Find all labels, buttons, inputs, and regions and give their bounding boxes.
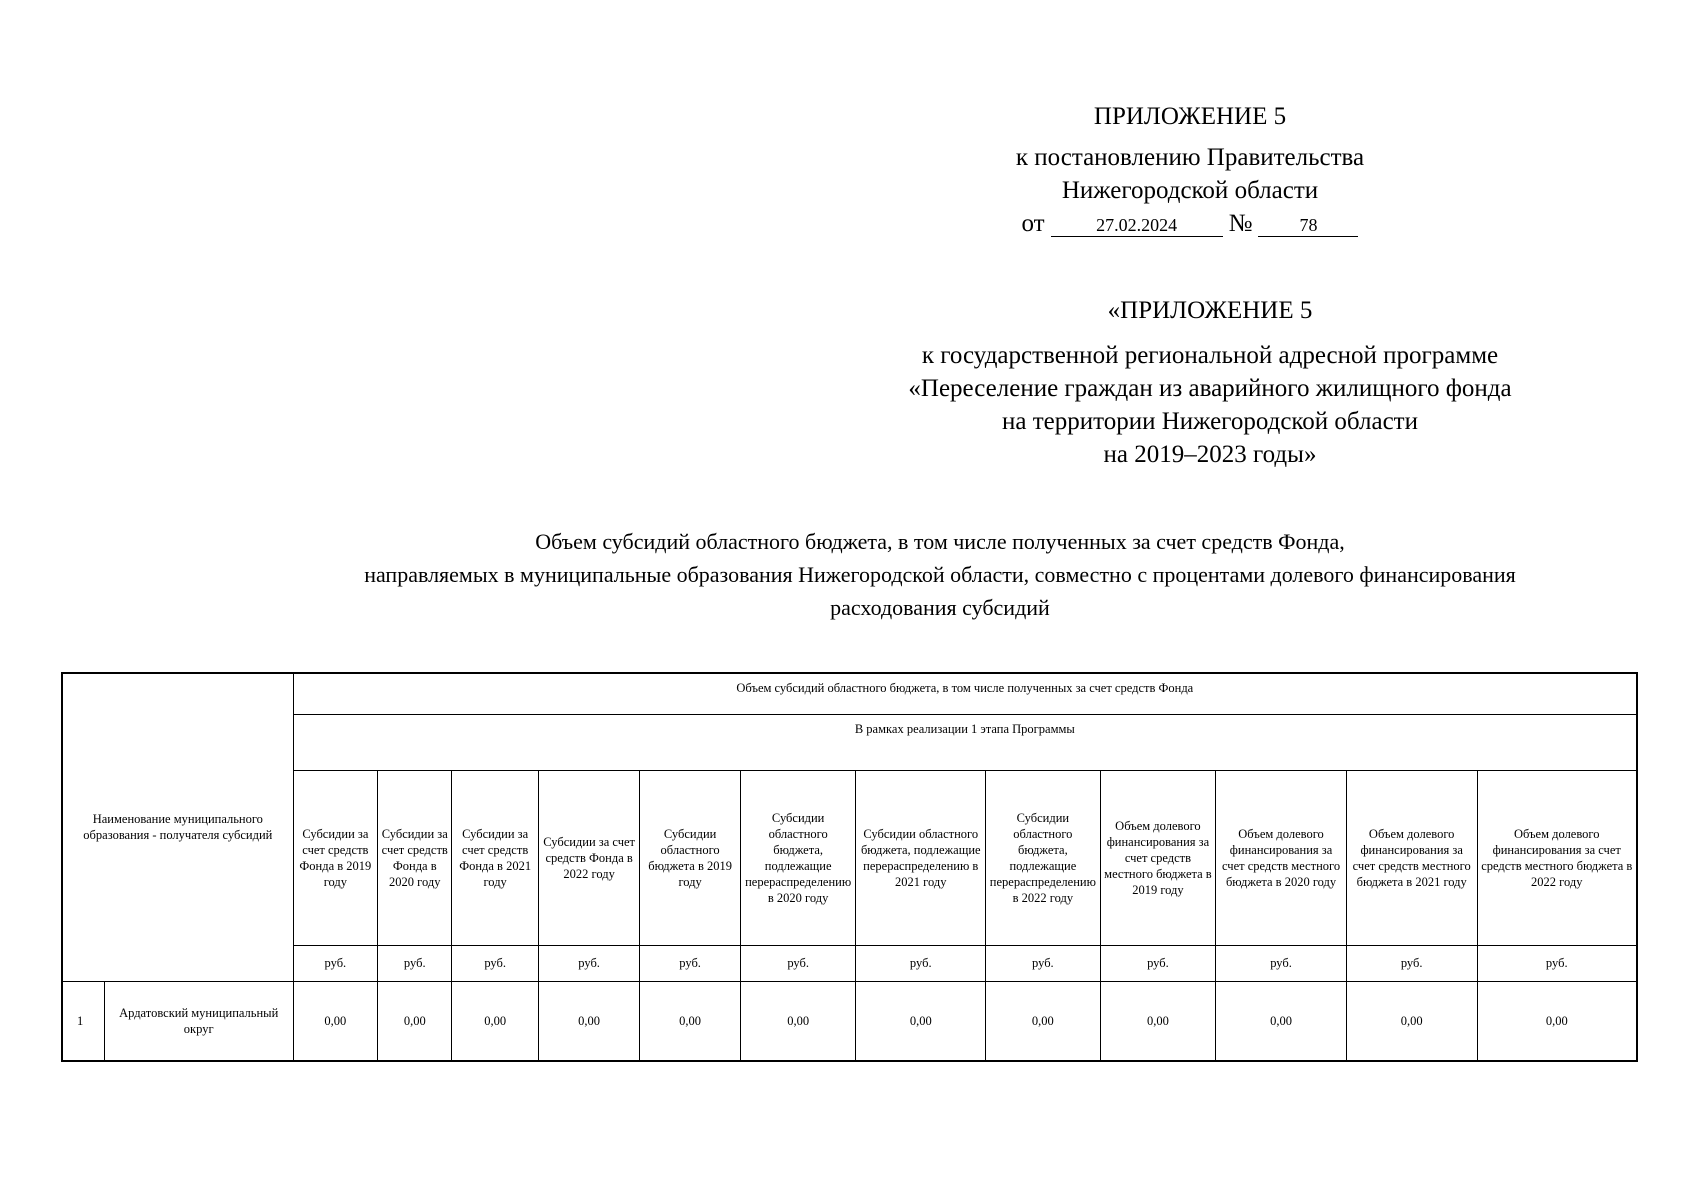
program-appendix-line: на 2019–2023 годы» <box>1103 441 1317 468</box>
value-cell: 0,00 <box>856 981 986 1061</box>
column-header: Объем долевого финансирования за счет средств местного бюджета в 2021 году <box>1346 770 1477 945</box>
number-prefix: № <box>1228 210 1253 237</box>
unit-row <box>62 945 1637 981</box>
column-header: Субсидии областного бюджета, подлежащие перераспределению в 2022 году <box>986 770 1101 945</box>
row-number: 1 <box>62 981 104 1061</box>
program-appendix-line: на территории Нижегородской области <box>1001 408 1418 435</box>
unit-cell: руб. <box>986 945 1101 981</box>
program-appendix-title: «ПРИЛОЖЕНИЕ 5 <box>1107 297 1313 324</box>
municipality-name: Ардатовский муниципальный округ <box>104 981 293 1061</box>
unit-cell: руб. <box>378 945 452 981</box>
unit-cell: руб. <box>452 945 538 981</box>
table-header-row <box>62 770 1637 945</box>
column-header: Субсидии областного бюджета в 2019 году <box>640 770 741 945</box>
unit-cell: руб. <box>1477 945 1637 981</box>
column-header: Объем долевого финансирования за счет средств местного бюджета в 2019 году <box>1100 770 1216 945</box>
column-header: Объем долевого финансирования за счет средств местного бюджета в 2022 году <box>1477 770 1637 945</box>
approval-block <box>870 100 1510 240</box>
unit-cell: руб. <box>640 945 741 981</box>
subsidies-table <box>61 672 1638 1062</box>
column-header: Субсидии за счет средств Фонда в 2020 году <box>378 770 452 945</box>
value-cell: 0,00 <box>986 981 1101 1061</box>
column-header: Субсидии областного бюджета, подлежащие перераспределению в 2020 году <box>740 770 856 945</box>
group-header: Объем субсидий областного бюджета, в том числе полученных за счет средств Фонда <box>293 673 1637 714</box>
value-cell: 0,00 <box>640 981 741 1061</box>
unit-cell: руб. <box>856 945 986 981</box>
column-header: Субсидии за счет средств Фонда в 2021 году <box>452 770 538 945</box>
value-cell: 0,00 <box>1216 981 1347 1061</box>
value-cell: 0,00 <box>452 981 538 1061</box>
name-column-header: Наименование муниципального образования - получателя субсидий <box>62 673 293 981</box>
value-cell: 0,00 <box>1346 981 1477 1061</box>
column-header: Объем долевого финансирования за счет средств местного бюджета в 2020 году <box>1216 770 1347 945</box>
approval-line-2: Нижегородской области <box>1061 177 1319 204</box>
table-row <box>62 981 1637 1061</box>
document-title <box>240 525 1640 624</box>
date-prefix: от <box>1021 210 1045 237</box>
document-title-line: направляемых в муниципальные образования Нижегородской области, совместно с процентами долевого финансирования <box>364 562 1516 587</box>
stage-header: В рамках реализации 1 этапа Программы <box>293 714 1637 770</box>
value-cell: 0,00 <box>740 981 856 1061</box>
approval-date-line <box>870 207 1510 240</box>
document-title-line: Объем субсидий областного бюджета, в том числе полученных за счет средств Фонда, <box>535 529 1345 554</box>
unit-cell: руб. <box>1100 945 1216 981</box>
unit-cell: руб. <box>1346 945 1477 981</box>
approval-title: ПРИЛОЖЕНИЕ 5 <box>1093 103 1287 130</box>
value-cell: 0,00 <box>378 981 452 1061</box>
column-header: Субсидии за счет средств Фонда в 2022 году <box>538 770 640 945</box>
program-appendix-line: к государственной региональной адресной программе <box>921 342 1499 369</box>
unit-cell: руб. <box>1216 945 1347 981</box>
column-header: Субсидии за счет средств Фонда в 2019 году <box>293 770 377 945</box>
table-header-row <box>62 714 1637 770</box>
unit-cell: руб. <box>538 945 640 981</box>
unit-cell: руб. <box>293 945 377 981</box>
unit-cell: руб. <box>740 945 856 981</box>
table-header-row <box>62 673 1637 714</box>
value-cell: 0,00 <box>1100 981 1216 1061</box>
approval-date: 27.02.2024 <box>1051 214 1223 237</box>
value-cell: 0,00 <box>1477 981 1637 1061</box>
program-appendix-line: «Переселение граждан из аварийного жилищного фонда <box>908 375 1512 402</box>
program-appendix-block <box>830 294 1590 471</box>
approval-number: 78 <box>1258 214 1358 237</box>
column-header: Субсидии областного бюджета, подлежащие перераспределению в 2021 году <box>856 770 986 945</box>
value-cell: 0,00 <box>538 981 640 1061</box>
approval-line-1: к постановлению Правительства <box>1015 144 1365 171</box>
value-cell: 0,00 <box>293 981 377 1061</box>
document-title-line: расходования субсидий <box>830 595 1050 620</box>
